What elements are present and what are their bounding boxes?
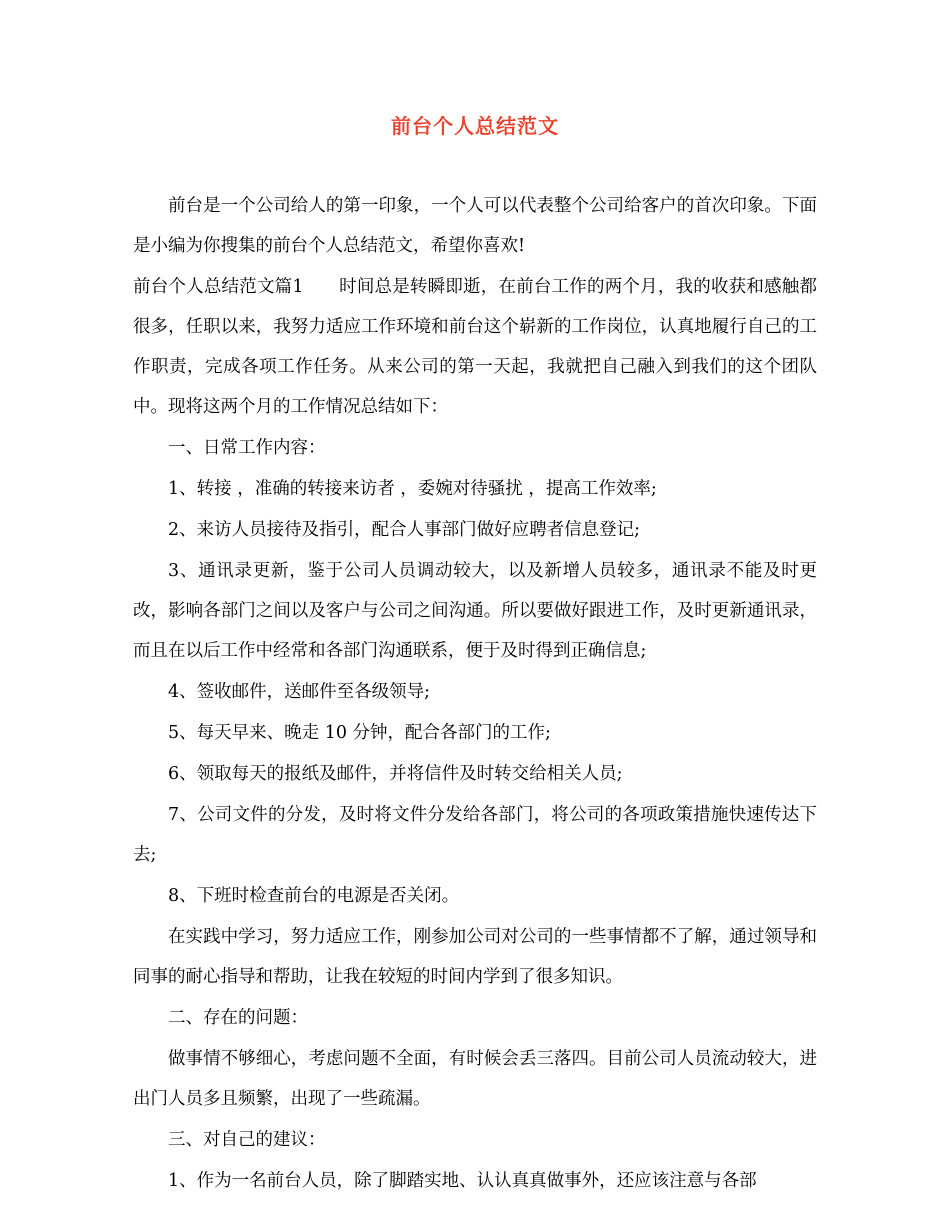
list-item-2: 2、来访人员接待及指引，配合人事部门做好应聘者信息登记;: [168, 520, 641, 540]
paragraph-section-1-intro: 前台个人总结范文篇1 时间总是转瞬即逝，在前台工作的两个月，我的收获和感触都很多，任职以来，我努力适应工作环境和前台这个崭新的工作岗位，认真地履行自己的工作职责，完成各项工作任务。从来公司的第一天起，我就把自己融入到我们的这个团队中。现将这两个月的工作情况总结如下：: [133, 277, 817, 417]
paragraph-practice-learning: 在实践中学习，努力适应工作，刚参加公司对公司的一些事情都不了解，通过领导和同事的耐心指导和帮助，让我在较短的时间内学到了很多知识。: [133, 927, 817, 987]
list-item-8: 8、下班时检查前台的电源是否关闭。: [168, 886, 460, 906]
list-item-5: 5、每天早来、晚走 10 分钟，配合各部门的工作;: [168, 723, 551, 743]
list-item-3: 3、通讯录更新，鉴于公司人员调动较大，以及新增人员较多，通讯录不能及时更改，影响各部门之间以及客户与公司之间沟通。所以要做好跟进工作，及时更新通讯录，而且在以后工作中经常和各部门沟通联系，便于及时得到正确信息;: [133, 561, 817, 661]
heading-problems: 二、存在的问题：: [168, 1008, 308, 1028]
list-item-6: 6、领取每天的报纸及邮件，并将信件及时转交给相关人员;: [168, 764, 623, 784]
heading-suggestions: 三、对自己的建议：: [168, 1130, 326, 1150]
list-item-4: 4、签收邮件，送邮件至各级领导;: [168, 682, 431, 702]
list-item-suggestion-1: 1、作为一名前台人员，除了脚踏实地、认认真真做事外，还应该注意与各部: [168, 1171, 757, 1191]
heading-daily-work: 一、日常工作内容：: [168, 438, 326, 458]
list-item-7: 7、公司文件的分发，及时将文件分发给各部门，将公司的各项政策措施快速传达下去;: [133, 805, 817, 865]
list-item-1: 1、转接 ，准确的转接来访者 ，委婉对待骚扰 ，提高工作效率;: [168, 479, 657, 499]
page-title: 前台个人总结范文: [391, 114, 559, 138]
paragraph-intro: 前台是一个公司给人的第一印象，一个人可以代表整个公司给客户的首次印象。下面是小编为你搜集的前台个人总结范文，希望你喜欢!: [133, 196, 817, 256]
document-body: [0, 186, 950, 1201]
paragraph-problems-body: 做事情不够细心，考虑问题不全面，有时候会丢三落四。目前公司人员流动较大，进出门人员多且频繁，出现了一些疏漏。: [133, 1049, 817, 1109]
